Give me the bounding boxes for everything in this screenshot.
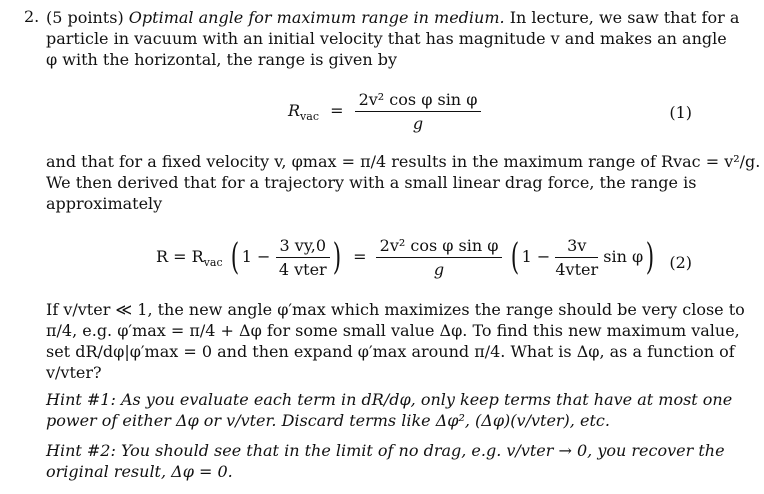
eq2-lhs-sub: vac bbox=[203, 256, 223, 269]
para2-line-2: We then derived that for a trajectory with a small linear drag force, the range is bbox=[46, 173, 697, 192]
hint-2-line-1: Hint #2: You should see that in the limit of no drag, e.g. v/vter → 0, you recover the bbox=[46, 441, 725, 460]
hint-2-line-2: original result, Δφ = 0. bbox=[46, 462, 233, 481]
eq1-equals: = bbox=[330, 101, 344, 120]
intro-line-3: φ with the horizontal, the range is given by bbox=[46, 50, 398, 69]
para2-line-1: and that for a fixed velocity v, φmax = π/4 results in the maximum range of Rvac = v²/g. bbox=[46, 152, 761, 171]
eq2-lhs: R = R bbox=[156, 247, 204, 266]
intro-line-1: In lecture, we saw that for a bbox=[509, 8, 740, 27]
eq2-equals: = bbox=[353, 247, 367, 266]
eq2-fraction-2 bbox=[376, 236, 503, 279]
problem-header-line bbox=[46, 7, 746, 28]
eq2-f3-numerator: 3v bbox=[555, 236, 598, 258]
equation-2 bbox=[156, 236, 657, 279]
eq2-one-2: 1 − bbox=[521, 247, 551, 266]
problem-title: Optimal angle for maximum range in medium. bbox=[128, 8, 505, 27]
eq2-f1-numerator: 3 vy,0 bbox=[276, 236, 330, 258]
hint-1-line-1: Hint #1: As you evaluate each term in dR/dφ, only keep terms that have at most one bbox=[46, 390, 733, 409]
eq2-fraction-1 bbox=[276, 236, 330, 279]
eq2-paren-open-1: ( bbox=[230, 236, 239, 278]
eq1-denominator: g bbox=[412, 114, 424, 133]
eq1-lhs: R bbox=[288, 101, 301, 120]
eq1-fraction bbox=[355, 90, 482, 133]
eq2-f3-denominator: 4vter bbox=[555, 260, 599, 279]
para3-line-3: set dR/dφ|φ′max = 0 and then expand φ′max around π/4. What is Δφ, as a function of bbox=[46, 342, 735, 361]
para3-line-1: If v/vter ≪ 1, the new angle φ′max which maximizes the range should be very close to bbox=[46, 300, 745, 319]
eq2-one: 1 − bbox=[241, 247, 271, 266]
para2-line-3: approximately bbox=[46, 194, 163, 213]
eq2-f2-numerator: 2v² cos φ sin φ bbox=[376, 236, 503, 258]
eq1-numerator: 2v² cos φ sin φ bbox=[355, 90, 482, 112]
eq2-paren-close-2: ) bbox=[645, 236, 655, 278]
eq2-number: (2) bbox=[669, 253, 692, 272]
problem-points: (5 points) bbox=[46, 8, 124, 27]
equation-1 bbox=[288, 90, 481, 133]
eq2-paren-open-2: ( bbox=[510, 236, 519, 278]
para3-line-4: v/vter? bbox=[46, 363, 102, 382]
eq2-f1-denominator: 4 vter bbox=[278, 260, 327, 279]
hint-1-line-2: power of either Δφ or v/vter. Discard terms like Δφ², (Δφ)(v/vter), etc. bbox=[46, 411, 610, 430]
problem-number: 2. bbox=[24, 7, 40, 26]
intro-line-2: particle in vacuum with an initial velocity that has magnitude v and makes an angle bbox=[46, 29, 727, 48]
eq2-f2-denominator: g bbox=[433, 260, 445, 279]
eq1-lhs-sub: vac bbox=[300, 110, 319, 123]
para3-line-2: π/4, e.g. φ′max = π/4 + Δφ for some small value Δφ. To find this new maximum value, bbox=[46, 321, 740, 340]
eq2-fraction-3 bbox=[555, 236, 598, 279]
eq1-number: (1) bbox=[669, 103, 692, 122]
eq2-tail: sin φ bbox=[603, 247, 644, 266]
eq2-paren-close-1: ) bbox=[332, 236, 342, 278]
